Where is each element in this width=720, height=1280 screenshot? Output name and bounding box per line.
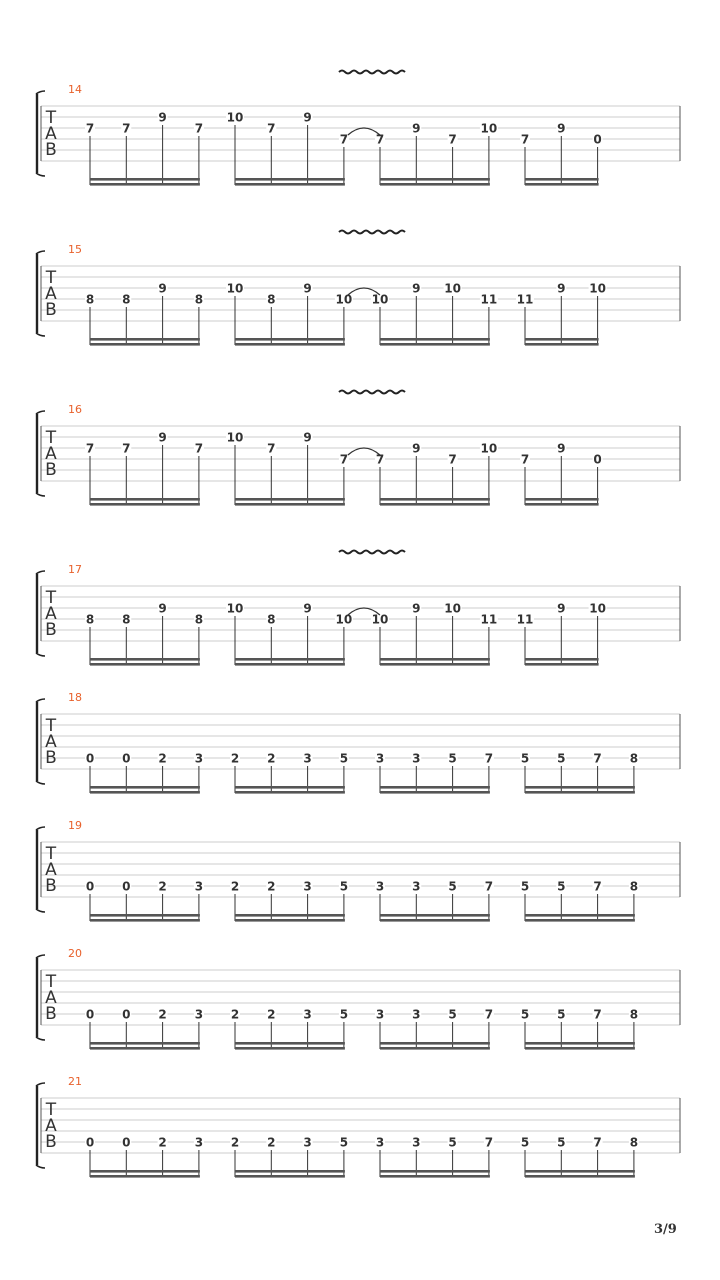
fret-number: 7 bbox=[194, 441, 204, 456]
fret-number: 5 bbox=[520, 1135, 530, 1150]
note-beam bbox=[380, 663, 490, 666]
tab-clef-letter: A bbox=[45, 284, 57, 304]
fret-number: 9 bbox=[158, 110, 167, 125]
bracket-bottom-hook bbox=[36, 1037, 45, 1040]
fret-number: 10 bbox=[226, 110, 244, 125]
fret-number: 5 bbox=[557, 879, 566, 894]
note-beam bbox=[380, 786, 490, 789]
fret-number: 9 bbox=[557, 121, 566, 136]
note-beam bbox=[380, 503, 490, 506]
bracket-bottom-hook bbox=[36, 333, 45, 336]
tab-clef-letter: T bbox=[45, 1100, 57, 1120]
note-beam bbox=[380, 1047, 490, 1050]
note-beam bbox=[525, 178, 599, 181]
fret-number: 7 bbox=[85, 441, 95, 456]
note-beam bbox=[525, 914, 635, 917]
note-beam bbox=[90, 498, 200, 501]
fret-number: 8 bbox=[267, 292, 276, 307]
note-beam bbox=[90, 503, 200, 506]
bracket-top-hook bbox=[36, 1083, 45, 1086]
fret-number: 7 bbox=[448, 132, 457, 147]
fret-number: 7 bbox=[85, 121, 95, 136]
tab-system bbox=[36, 71, 680, 186]
note-beam bbox=[525, 503, 599, 506]
measure-number: 17 bbox=[68, 563, 82, 576]
bracket-top-hook bbox=[36, 571, 45, 574]
measure-number: 16 bbox=[68, 403, 82, 416]
note-beam bbox=[90, 183, 200, 186]
tab-system bbox=[36, 819, 680, 922]
measure-number: 20 bbox=[68, 947, 82, 960]
bracket-bottom-hook bbox=[36, 781, 45, 784]
fret-number: 3 bbox=[194, 879, 204, 894]
fret-number: 2 bbox=[267, 879, 276, 894]
fret-number: 10 bbox=[589, 601, 606, 616]
note-beam bbox=[235, 1175, 345, 1178]
tab-clef-letter: B bbox=[45, 620, 57, 640]
note-beam bbox=[525, 919, 635, 922]
fret-number: 2 bbox=[158, 1135, 167, 1150]
fret-number: 9 bbox=[557, 441, 566, 456]
fret-number: 10 bbox=[335, 612, 353, 627]
bracket-top-hook bbox=[36, 955, 45, 958]
note-beam bbox=[380, 1175, 490, 1178]
fret-number: 7 bbox=[484, 879, 494, 894]
fret-number: 9 bbox=[412, 601, 421, 616]
note-beam bbox=[380, 919, 490, 922]
fret-number: 3 bbox=[303, 879, 312, 894]
bracket-top-hook bbox=[36, 411, 45, 414]
fret-number: 9 bbox=[557, 601, 566, 616]
tab-system bbox=[36, 231, 680, 346]
tab-system bbox=[36, 551, 680, 666]
note-beam bbox=[380, 1042, 490, 1045]
note-beam bbox=[525, 1047, 635, 1050]
note-beam bbox=[525, 343, 599, 346]
tab-clef-letter: A bbox=[45, 860, 57, 880]
bracket-top-hook bbox=[36, 251, 45, 254]
fret-number: 9 bbox=[158, 281, 167, 296]
fret-number: 2 bbox=[267, 1135, 276, 1150]
note-beam bbox=[235, 786, 345, 789]
fret-number: 5 bbox=[557, 1135, 566, 1150]
fret-number: 3 bbox=[375, 1135, 385, 1150]
fret-number: 7 bbox=[448, 452, 457, 467]
vibrato-mark bbox=[339, 71, 405, 74]
measure-number: 14 bbox=[68, 83, 82, 96]
fret-number: 2 bbox=[267, 751, 276, 766]
fret-number: 5 bbox=[448, 879, 457, 894]
fret-number: 3 bbox=[375, 1007, 385, 1022]
note-beam bbox=[90, 338, 200, 341]
fret-number: 7 bbox=[122, 121, 131, 136]
fret-number: 3 bbox=[412, 1135, 421, 1150]
note-beam bbox=[235, 178, 345, 181]
fret-number: 0 bbox=[593, 132, 602, 147]
note-beam bbox=[235, 1047, 345, 1050]
fret-number: 7 bbox=[520, 452, 530, 467]
fret-number: 3 bbox=[303, 751, 312, 766]
note-beam bbox=[380, 914, 490, 917]
fret-number: 5 bbox=[520, 879, 530, 894]
note-beam bbox=[525, 1042, 635, 1045]
fret-number: 10 bbox=[589, 281, 606, 296]
tab-clef-letter: B bbox=[45, 460, 57, 480]
tab-clef-letter: B bbox=[45, 876, 57, 896]
note-beam bbox=[380, 498, 490, 501]
measure-number: 21 bbox=[68, 1075, 82, 1088]
fret-number: 8 bbox=[122, 612, 131, 627]
tab-system bbox=[36, 947, 680, 1050]
note-beam bbox=[235, 1042, 345, 1045]
note-beam bbox=[525, 338, 599, 341]
note-beam bbox=[90, 1042, 200, 1045]
fret-number: 7 bbox=[520, 132, 530, 147]
fret-number: 7 bbox=[593, 1135, 602, 1150]
tab-clef-letter: T bbox=[45, 428, 57, 448]
bracket-top-hook bbox=[36, 91, 45, 94]
tab-clef-letter: B bbox=[45, 1004, 57, 1024]
fret-number: 3 bbox=[194, 1135, 204, 1150]
fret-number: 2 bbox=[230, 751, 240, 766]
fret-number: 7 bbox=[339, 132, 349, 147]
fret-number: 2 bbox=[230, 1007, 240, 1022]
note-beam bbox=[525, 791, 635, 794]
fret-number: 7 bbox=[194, 121, 204, 136]
fret-number: 9 bbox=[557, 281, 566, 296]
note-beam bbox=[90, 791, 200, 794]
fret-number: 9 bbox=[303, 110, 312, 125]
fret-number: 7 bbox=[593, 879, 602, 894]
note-beam bbox=[90, 178, 200, 181]
measure-number: 15 bbox=[68, 243, 82, 256]
note-beam bbox=[235, 1170, 345, 1173]
fret-number: 8 bbox=[629, 1007, 639, 1022]
note-beam bbox=[90, 786, 200, 789]
fret-number: 0 bbox=[85, 751, 95, 766]
fret-number: 7 bbox=[267, 441, 276, 456]
note-beam bbox=[235, 338, 345, 341]
note-beam bbox=[90, 658, 200, 661]
tab-clef-letter: A bbox=[45, 1116, 57, 1136]
fret-number: 7 bbox=[267, 121, 276, 136]
fret-number: 10 bbox=[335, 292, 353, 307]
fret-number: 10 bbox=[444, 601, 461, 616]
fret-number: 3 bbox=[375, 751, 385, 766]
page-number: 3/9 bbox=[654, 1222, 677, 1237]
fret-number: 0 bbox=[122, 751, 131, 766]
note-beam bbox=[235, 914, 345, 917]
note-beam bbox=[90, 1175, 200, 1178]
note-beam bbox=[380, 658, 490, 661]
fret-number: 2 bbox=[158, 879, 167, 894]
bracket-bottom-hook bbox=[36, 653, 45, 656]
fret-number: 5 bbox=[448, 751, 457, 766]
note-beam bbox=[525, 663, 599, 666]
bracket-bottom-hook bbox=[36, 909, 45, 912]
fret-number: 0 bbox=[85, 1135, 95, 1150]
fret-number: 8 bbox=[629, 879, 639, 894]
note-beam bbox=[525, 1170, 635, 1173]
fret-number: 10 bbox=[371, 292, 389, 307]
tab-clef-letter: A bbox=[45, 444, 57, 464]
fret-number: 7 bbox=[484, 751, 494, 766]
fret-number: 0 bbox=[122, 1007, 131, 1022]
note-beam bbox=[380, 183, 490, 186]
fret-number: 8 bbox=[629, 1135, 639, 1150]
fret-number: 9 bbox=[412, 281, 421, 296]
note-beam bbox=[525, 1175, 635, 1178]
tab-clef-letter: B bbox=[45, 1132, 57, 1152]
tab-clef-letter: T bbox=[45, 844, 57, 864]
fret-number: 2 bbox=[230, 879, 240, 894]
fret-number: 7 bbox=[593, 751, 602, 766]
fret-number: 7 bbox=[375, 452, 385, 467]
fret-number: 3 bbox=[375, 879, 385, 894]
fret-number: 11 bbox=[480, 612, 498, 627]
note-beam bbox=[235, 658, 345, 661]
fret-number: 2 bbox=[158, 751, 167, 766]
fret-number: 11 bbox=[516, 292, 534, 307]
note-beam bbox=[90, 1170, 200, 1173]
fret-number: 5 bbox=[448, 1007, 457, 1022]
fret-number: 9 bbox=[303, 601, 312, 616]
fret-number: 3 bbox=[412, 1007, 421, 1022]
note-beam bbox=[235, 791, 345, 794]
fret-number: 11 bbox=[516, 612, 534, 627]
note-beam bbox=[235, 503, 345, 506]
tab-clef-letter: A bbox=[45, 988, 57, 1008]
tab-clef-letter: B bbox=[45, 140, 57, 160]
note-beam bbox=[90, 663, 200, 666]
fret-number: 8 bbox=[194, 292, 204, 307]
note-beam bbox=[235, 183, 345, 186]
fret-number: 8 bbox=[267, 612, 276, 627]
fret-number: 3 bbox=[412, 751, 421, 766]
bracket-top-hook bbox=[36, 827, 45, 830]
tab-clef-letter: T bbox=[45, 716, 57, 736]
tab-clef-letter: T bbox=[45, 972, 57, 992]
fret-number: 8 bbox=[85, 612, 95, 627]
fret-number: 0 bbox=[85, 1007, 95, 1022]
measure-number: 18 bbox=[68, 691, 82, 704]
bracket-bottom-hook bbox=[36, 1165, 45, 1168]
fret-number: 3 bbox=[412, 879, 421, 894]
tab-clef-letter: A bbox=[45, 604, 57, 624]
fret-number: 10 bbox=[226, 430, 244, 445]
fret-number: 2 bbox=[267, 1007, 276, 1022]
fret-number: 7 bbox=[122, 441, 131, 456]
note-beam bbox=[235, 663, 345, 666]
bracket-bottom-hook bbox=[36, 173, 45, 176]
note-beam bbox=[235, 343, 345, 346]
fret-number: 8 bbox=[629, 751, 639, 766]
fret-number: 5 bbox=[520, 1007, 530, 1022]
fret-number: 5 bbox=[520, 751, 530, 766]
tab-system bbox=[36, 391, 680, 506]
note-beam bbox=[380, 338, 490, 341]
note-beam bbox=[235, 498, 345, 501]
fret-number: 9 bbox=[303, 281, 312, 296]
fret-number: 9 bbox=[412, 121, 421, 136]
note-beam bbox=[380, 343, 490, 346]
fret-number: 0 bbox=[593, 452, 602, 467]
tab-clef-letter: T bbox=[45, 588, 57, 608]
fret-number: 7 bbox=[375, 132, 385, 147]
tab-clef-letter: T bbox=[45, 108, 57, 128]
fret-number: 10 bbox=[226, 281, 244, 296]
fret-number: 5 bbox=[557, 1007, 566, 1022]
fret-number: 11 bbox=[480, 292, 498, 307]
fret-number: 0 bbox=[85, 879, 95, 894]
fret-number: 9 bbox=[303, 430, 312, 445]
fret-number: 7 bbox=[593, 1007, 602, 1022]
note-beam bbox=[525, 498, 599, 501]
fret-number: 10 bbox=[480, 121, 498, 136]
vibrato-mark bbox=[339, 551, 405, 554]
fret-number: 5 bbox=[339, 1007, 349, 1022]
fret-number: 10 bbox=[226, 601, 244, 616]
note-beam bbox=[90, 919, 200, 922]
measure-number: 19 bbox=[68, 819, 82, 832]
fret-number: 9 bbox=[158, 430, 167, 445]
fret-number: 10 bbox=[444, 281, 461, 296]
fret-number: 5 bbox=[339, 879, 349, 894]
fret-number: 10 bbox=[371, 612, 389, 627]
fret-number: 7 bbox=[339, 452, 349, 467]
fret-number: 9 bbox=[158, 601, 167, 616]
fret-number: 0 bbox=[122, 879, 131, 894]
fret-number: 2 bbox=[230, 1135, 240, 1150]
note-beam bbox=[90, 914, 200, 917]
fret-number: 3 bbox=[303, 1135, 312, 1150]
fret-number: 5 bbox=[448, 1135, 457, 1150]
fret-number: 0 bbox=[122, 1135, 131, 1150]
fret-number: 3 bbox=[194, 1007, 204, 1022]
fret-number: 5 bbox=[339, 1135, 349, 1150]
fret-number: 5 bbox=[557, 751, 566, 766]
fret-number: 8 bbox=[194, 612, 204, 627]
fret-number: 3 bbox=[194, 751, 204, 766]
note-beam bbox=[525, 183, 599, 186]
tab-system bbox=[36, 1075, 680, 1178]
tab-system bbox=[36, 691, 680, 794]
note-beam bbox=[525, 658, 599, 661]
note-beam bbox=[525, 786, 635, 789]
fret-number: 10 bbox=[480, 441, 498, 456]
fret-number: 7 bbox=[484, 1007, 494, 1022]
note-beam bbox=[380, 791, 490, 794]
tab-clef-letter: A bbox=[45, 732, 57, 752]
note-beam bbox=[90, 343, 200, 346]
note-beam bbox=[90, 1047, 200, 1050]
note-beam bbox=[380, 1170, 490, 1173]
tab-clef-letter: T bbox=[45, 268, 57, 288]
fret-number: 3 bbox=[303, 1007, 312, 1022]
fret-number: 8 bbox=[85, 292, 95, 307]
bracket-bottom-hook bbox=[36, 493, 45, 496]
fret-number: 2 bbox=[158, 1007, 167, 1022]
note-beam bbox=[380, 178, 490, 181]
fret-number: 7 bbox=[484, 1135, 494, 1150]
tab-clef-letter: B bbox=[45, 300, 57, 320]
fret-number: 9 bbox=[412, 441, 421, 456]
note-beam bbox=[235, 919, 345, 922]
vibrato-mark bbox=[339, 231, 405, 234]
bracket-top-hook bbox=[36, 699, 45, 702]
fret-number: 5 bbox=[339, 751, 349, 766]
tab-clef-letter: B bbox=[45, 748, 57, 768]
vibrato-mark bbox=[339, 391, 405, 394]
tab-clef-letter: A bbox=[45, 124, 57, 144]
fret-number: 8 bbox=[122, 292, 131, 307]
